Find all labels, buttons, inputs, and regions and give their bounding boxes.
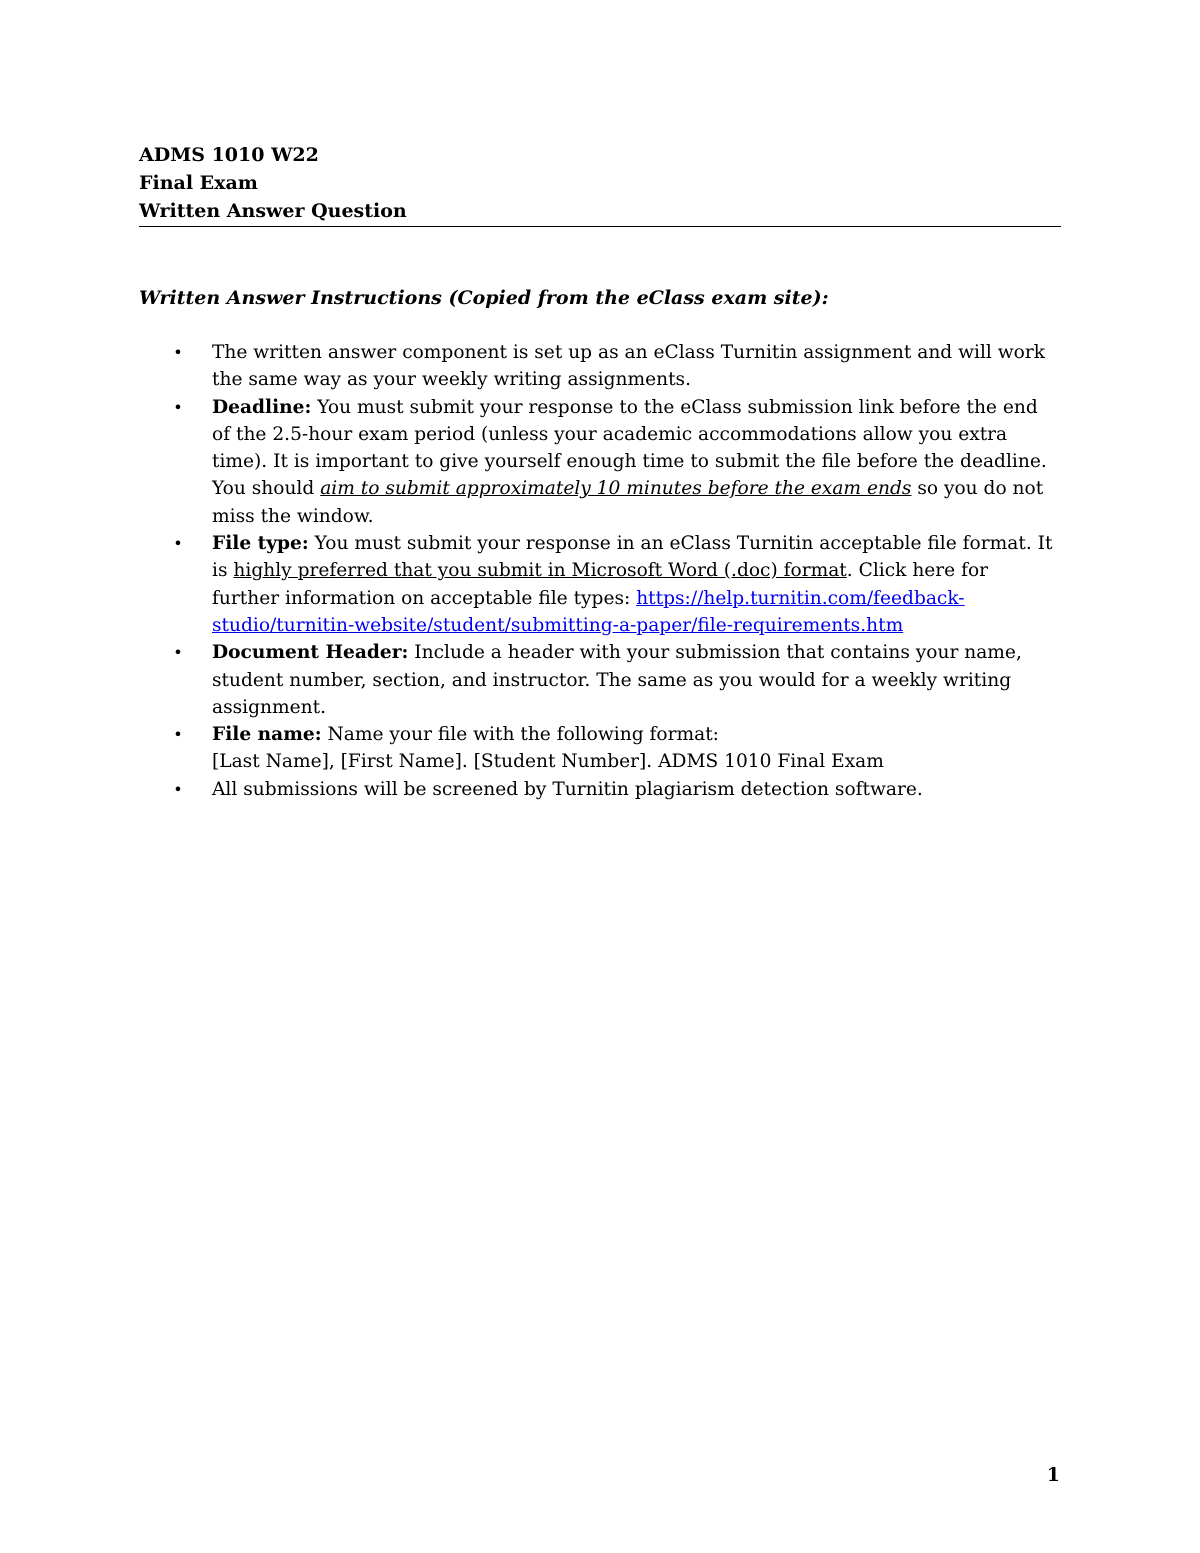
file-name-format: [Last Name], [First Name]. [Student Number]. ADMS 1010 Final Exam bbox=[212, 751, 884, 773]
file-requirements-link[interactable]: https://help.turnitin.com/feedback-studio/turnitin-website/student/submitting-a-paper/file-requirements.htm bbox=[212, 587, 965, 636]
instructions-list bbox=[139, 339, 1061, 803]
file-type-label: File type: bbox=[212, 533, 309, 555]
deadline-label: Deadline: bbox=[212, 396, 312, 418]
instructions-heading: Written Answer Instructions (Copied from the eClass exam site): bbox=[139, 287, 829, 309]
course-title: ADMS 1010 W22 bbox=[139, 144, 319, 166]
bullet-icon: • bbox=[173, 643, 183, 663]
header-divider bbox=[139, 226, 1061, 227]
bullet-icon: • bbox=[173, 779, 183, 799]
deadline-emphasis: aim to submit approximately 10 minutes before the exam ends bbox=[320, 478, 912, 500]
bullet-icon: • bbox=[173, 343, 183, 362]
bullet-icon: • bbox=[173, 534, 183, 554]
file-type-text: You must submit your response in an eClass Turnitin acceptable file format. It is bbox=[212, 533, 1053, 582]
list-item-overview bbox=[139, 339, 1061, 394]
list-item-file-type bbox=[139, 530, 1061, 639]
bullet-icon: • bbox=[173, 397, 183, 417]
exam-title: Final Exam bbox=[139, 172, 258, 194]
bullet-icon: • bbox=[173, 725, 183, 745]
document-header bbox=[139, 141, 1061, 225]
deadline-text: You must submit your response to the eClass submission link before the end of the 2.5-hour exam period (unless your academic accommodations allow you extra time). It is important to give yourself enough time to submit the file before the deadline. You should bbox=[212, 396, 1047, 500]
file-name-text: Name your file with the following format: bbox=[321, 724, 719, 746]
overview-text: The written answer component is set up as an eClass Turnitin assignment and will work the same way as your weekly writing assignments. bbox=[212, 342, 1046, 391]
file-type-text-more: . Click here for further information on acceptable file types: bbox=[212, 560, 989, 609]
list-item-screening bbox=[139, 776, 1061, 803]
list-item-document-header bbox=[139, 639, 1061, 721]
page-number: 1 bbox=[1046, 1464, 1060, 1486]
section-title: Written Answer Question bbox=[139, 200, 407, 222]
screening-text: All submissions will be screened by Turnitin plagiarism detection software. bbox=[212, 778, 923, 800]
document-header-label: Document Header: bbox=[212, 642, 409, 664]
deadline-text-end: so you do not miss the window. bbox=[212, 478, 1044, 527]
document-header-text: Include a header with your submission that contains your name, student number, section, and instructor. The same as you would for a weekly writing assignment. bbox=[212, 642, 1022, 718]
file-type-preferred: highly preferred that you submit in Microsoft Word (.doc) format bbox=[233, 560, 847, 582]
list-item-deadline bbox=[139, 394, 1061, 530]
list-item-file-name bbox=[139, 721, 1061, 776]
file-name-label: File name: bbox=[212, 724, 322, 746]
